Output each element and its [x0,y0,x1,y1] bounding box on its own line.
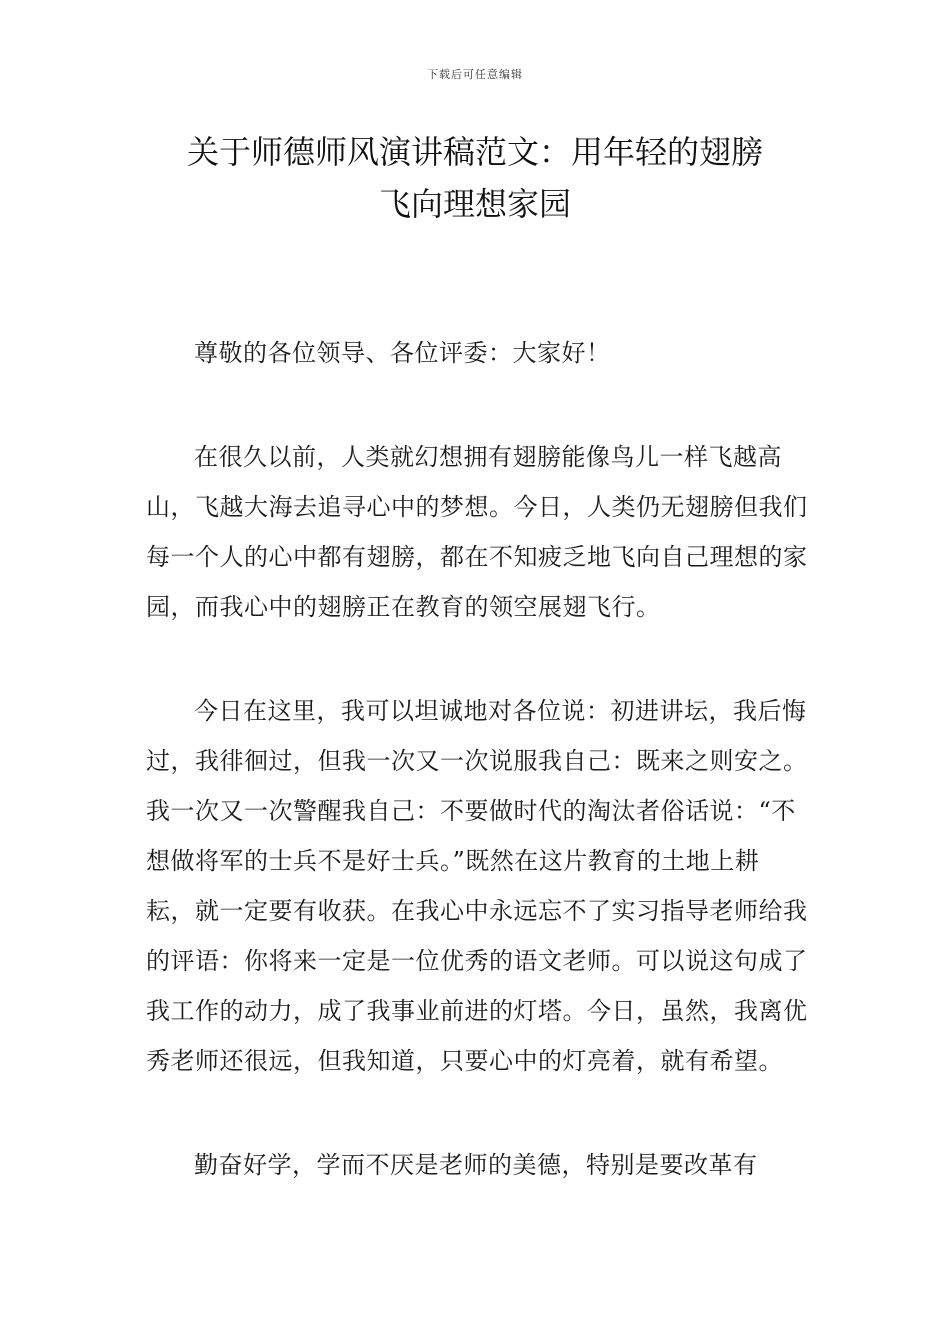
paragraph-3: 勤奋好学，学而不厌是老师的美德，特别是要改革有 [194,1151,758,1179]
document-body [146,328,808,1244]
title-line-1: 关于师德师风演讲稿范文：用年轻的翅膀 [186,133,763,171]
document-title [120,126,830,230]
header-note: 下载后可任意编辑 [427,68,523,81]
title-line-2: 飞向理想家园 [378,185,571,223]
paragraph-1: 在很久以前，人类就幻想拥有翅膀能像鸟儿一样飞越高山，飞越大海去追寻心中的梦想。今日，人类仍无翅膀但我们每一个人的心中都有翅膀，都在不知疲乏地飞向自己理想的家园，而我心中的翅膀正在教育的领空展翅飞行。 [146,443,808,621]
paragraph-greeting: 尊敬的各位领导、各位评委：大家好！ [194,339,611,367]
paragraph-2: 今日在这里，我可以坦诚地对各位说：初进讲坛，我后悔过，我徘徊过，但我一次又一次说服我自己：既来之则安之。我一次又一次警醒我自己：不要做时代的淘汰者俗话说：“不想做将军的士兵不是好士兵。”既然在这片教育的土地上耕耘，就一定要有收获。在我心中永远忘不了实习指导老师给我的评语：你将来一定是一位优秀的语文老师。可以说这句成了我工作的动力，成了我事业前进的灯塔。今日，虽然，我离优秀老师还很远，但我知道，只要心中的灯亮着，就有希望。 [146,697,808,1075]
